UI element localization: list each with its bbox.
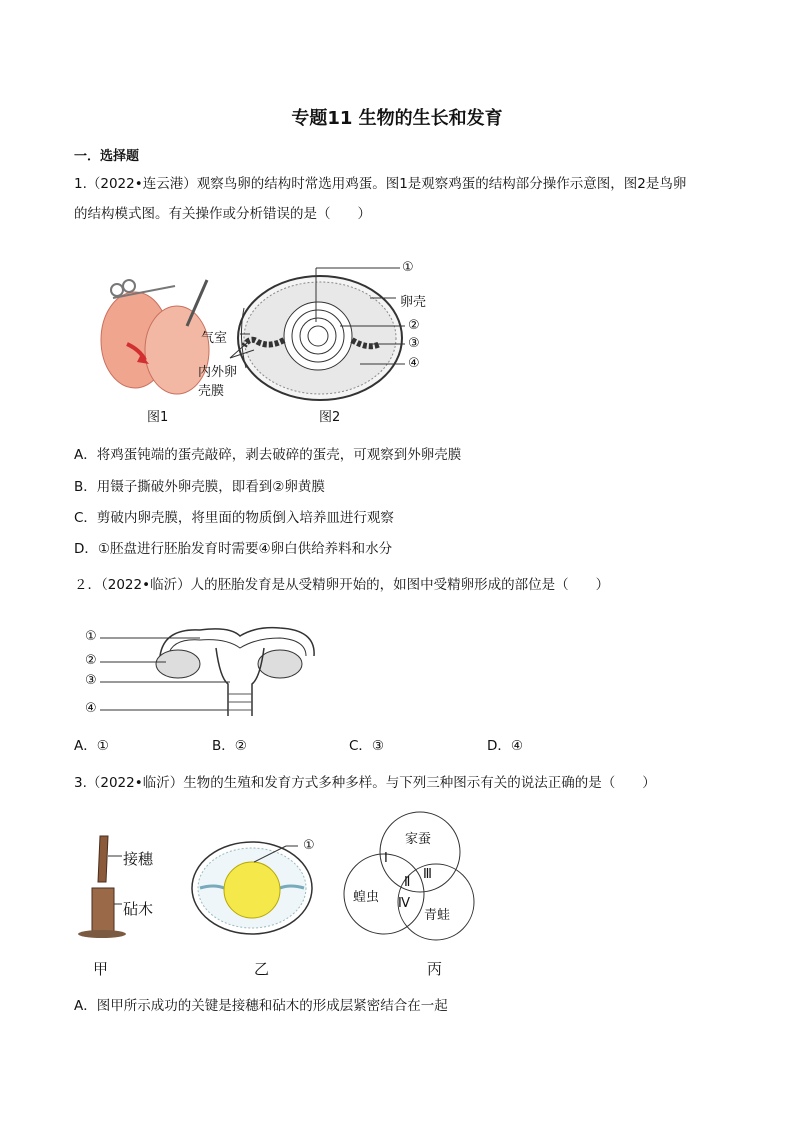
q1-option-a: A．将鸡蛋钝端的蛋壳敲碎，剥去破碎的蛋壳，可观察到外卵壳膜 xyxy=(74,447,462,463)
venn-region-2: Ⅱ xyxy=(404,875,411,890)
q2-option-a: A．① xyxy=(74,738,109,754)
q2-label-3: ③ xyxy=(85,673,97,688)
ground xyxy=(78,930,126,938)
q1-option-b: B．用镊子撕破外卵壳膜，即看到②卵黄膜 xyxy=(74,479,325,495)
q3-label-scion: 接穗 xyxy=(123,850,154,868)
fig2-label-1: ① xyxy=(402,260,414,275)
q1-option-c: C．剪破内卵壳膜，将里面的物质倒入培养皿进行观察 xyxy=(74,510,394,526)
venn-region-4: Ⅳ xyxy=(398,896,410,911)
q3-label-1: ① xyxy=(303,838,315,853)
q2-option-c: C．③ xyxy=(349,738,385,754)
fig2-label-shell: 卵壳 xyxy=(400,295,427,310)
yolk xyxy=(284,302,352,370)
q2-figure-reproductive-system xyxy=(80,622,320,722)
fig2-label-membrane-2: 壳膜 xyxy=(198,384,225,399)
venn-region-3: Ⅲ xyxy=(423,867,432,882)
ovary-left xyxy=(156,650,200,678)
page-title: 专题11 生物的生长和发育 xyxy=(291,108,503,129)
q2-label-1: ① xyxy=(85,629,97,644)
fig2-label-3: ③ xyxy=(408,336,420,351)
circle-silkworm xyxy=(380,812,460,892)
fig2-label-2: ② xyxy=(408,318,420,333)
vagina xyxy=(228,694,252,710)
q2-option-d: D．④ xyxy=(487,738,523,754)
q1-stem-line2: 的结构模式图。有关操作或分析错误的是（ ） xyxy=(74,206,371,222)
fig2-label-4: ④ xyxy=(408,356,420,371)
rootstock xyxy=(92,888,114,932)
q3-caption-bing: 丙 xyxy=(427,960,443,978)
q3-option-a: A．图甲所示成功的关键是接穗和砧木的形成层紧密结合在一起 xyxy=(74,998,448,1014)
q3-label-stock: 砧木 xyxy=(123,900,154,918)
yolk xyxy=(224,862,280,918)
scissors-handle xyxy=(123,280,135,292)
q2-option-b: B．② xyxy=(212,738,247,754)
fig1-caption: 图1 xyxy=(147,410,169,425)
q3-caption-jia: 甲 xyxy=(93,960,109,978)
q3-stem: 3.（2022•临沂）生物的生殖和发育方式多种多样。与下列三种图示有关的说法正确的是（ ） xyxy=(74,775,656,791)
venn-region-1: Ⅰ xyxy=(384,851,388,866)
q3-figure-egg xyxy=(190,838,320,938)
venn-label-frog: 青蛙 xyxy=(424,908,451,923)
fig2-label-air: 气室 xyxy=(201,331,228,346)
q2-label-4: ④ xyxy=(85,701,97,716)
ovary-right xyxy=(258,650,302,678)
fig2-label-membrane: 内外卵 xyxy=(198,365,238,380)
venn-label-locust: 蝗虫 xyxy=(353,890,380,905)
scissors-handle xyxy=(111,284,123,296)
fig2-caption: 图2 xyxy=(319,410,341,425)
q1-stem-line1: 1.（2022•连云港）观察鸟卵的结构时常选用鸡蛋。图1是观察鸡蛋的结构部分操作示意图，图2是鸟卵 xyxy=(74,176,687,192)
q2-label-2: ② xyxy=(85,653,97,668)
q1-option-d: D．①胚盘进行胚胎发育时需要④卵白供给养料和水分 xyxy=(74,541,393,557)
section-heading: 一．选择题 xyxy=(74,149,140,164)
scion xyxy=(98,836,108,882)
venn-label-silkworm: 家蚕 xyxy=(405,832,432,847)
q2-stem: ２．（2022•临沂）人的胚胎发育是从受精卵开始的，如图中受精卵形成的部位是（ ） xyxy=(74,577,610,593)
q3-caption-yi: 乙 xyxy=(254,960,270,978)
q1-figure-2 xyxy=(200,258,440,408)
